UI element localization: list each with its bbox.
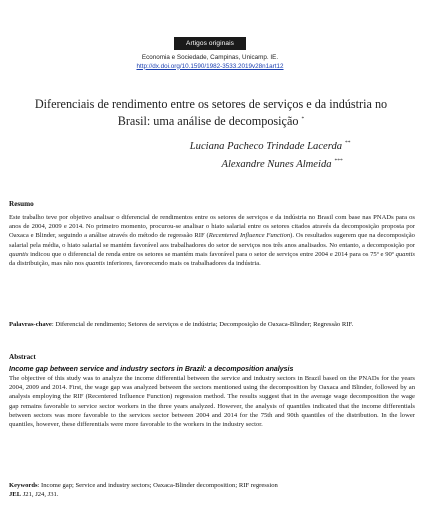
- resumo-italic-term: quantis: [85, 260, 105, 268]
- palavras-chave-label: Palavras-chave: [9, 321, 52, 328]
- title-line-1: Diferenciais de rendimento entre os setores de serviços e da indústria no: [34, 97, 388, 111]
- resumo-text-part: Este trabalho teve por objetivo analisar o diferencial de rendimentos entre os setores de serviços e da indústria no Brasil com base nas PNADs para os anos de 2004, 2009 e 2014. No primeiro momento, procurou-se analisar o hiato salarial entre os setores citados através da decomposição proposta por Oaxaca e Blinder, seguindo a análise através do método de regressão RIF (: [9, 214, 415, 240]
- article-title: [6, 97, 416, 129]
- jel-codes: [9, 490, 415, 499]
- resumo-italic-term: Recentered Influence Function: [208, 232, 291, 240]
- journal-line: Economia e Sociedade, Campinas, Unicamp. IE.: [141, 54, 279, 61]
- section-badge: Artigos originais: [174, 37, 246, 50]
- keywords-label: Keywords: [9, 482, 38, 489]
- palavras-chave-values: : Diferencial de rendimento; Setores de serviços e de indústria; Decomposição de Oaxaca-Blinder; Regressão RIF.: [51, 321, 354, 328]
- palavras-chave: [9, 320, 415, 329]
- author-1: [190, 141, 350, 152]
- author-2-footnote-mark[interactable]: ***: [334, 158, 343, 164]
- author-1-name: Luciana Pacheco Trindade Lacerda: [189, 141, 343, 152]
- resumo-italic-term: quantis: [9, 250, 29, 258]
- jel-label: JEL: [9, 491, 22, 498]
- resumo-text-part: da distribuição, mas não nos: [9, 260, 86, 268]
- abstract-heading: Abstract: [9, 353, 36, 361]
- journal-info: [0, 54, 420, 71]
- keywords-values: : Income gap; Service and industry sectors; Oaxaca-Blinder decomposition; RIF regression: [37, 482, 278, 489]
- resumo-text: [9, 213, 415, 268]
- author-1-footnote-mark[interactable]: **: [344, 140, 351, 146]
- author-2: [144, 154, 420, 172]
- doi-link[interactable]: http://dx.doi.org/10.1590/1982-3533.2019v28n1art12: [136, 62, 284, 70]
- resumo-text-part: ). Os resultados sugerem que na decomposição salarial pela média, o hiato salarial se mantém favorável aos trabalhadores do setor de serviços nos três anos analisados. No entanto, a decomposição por: [9, 232, 415, 249]
- resumo-heading: Resumo: [9, 200, 34, 208]
- jel-values: J21, J24, J31.: [21, 491, 59, 498]
- abstract-text: The objective of this study was to analyze the income differential between the service and industry sectors in Brazil based on the PNADs for the years 2004, 2009 and 2014. First, the wage gap was analyzed between the sectors mentioned using the decomposition by Oaxaca and Blinder, followed by an analysis employing the RIF (Recentered Influence Function) regression method. The results suggest that in the average wage decomposition the wage gap remains favorable to service sector workers in the three years analyzed. However, the analysis of quantiles indicated that the income differentials between sectors was more favorable to the services sector between 2004 and 2014 for the 75th and 90th quantiles of the distribution. In the lower quantiles, however, these differentials were more favorable to the workers in the industry sector.: [9, 375, 415, 429]
- author-2-name: Alexandre Nunes Almeida: [221, 159, 332, 170]
- resumo-text-part: indicou que o diferencial de renda entre os setores se mantém mais favorável para o setor de serviços entre 2004 e 2014 para os 75º e 90º: [28, 250, 396, 258]
- resumo-italic-term: quantis: [395, 250, 415, 258]
- resumo-text-part: inferiores, favorecendo mais os trabalhadores da indústria.: [104, 260, 261, 268]
- title-line-2: Brasil: uma análise de decomposição: [117, 114, 299, 128]
- abstract-title: Income gap between service and industry sectors in Brazil: a decomposition analysis: [9, 366, 294, 373]
- author-list: [120, 136, 420, 172]
- keywords: [9, 481, 415, 490]
- title-footnote-mark[interactable]: *: [301, 116, 305, 122]
